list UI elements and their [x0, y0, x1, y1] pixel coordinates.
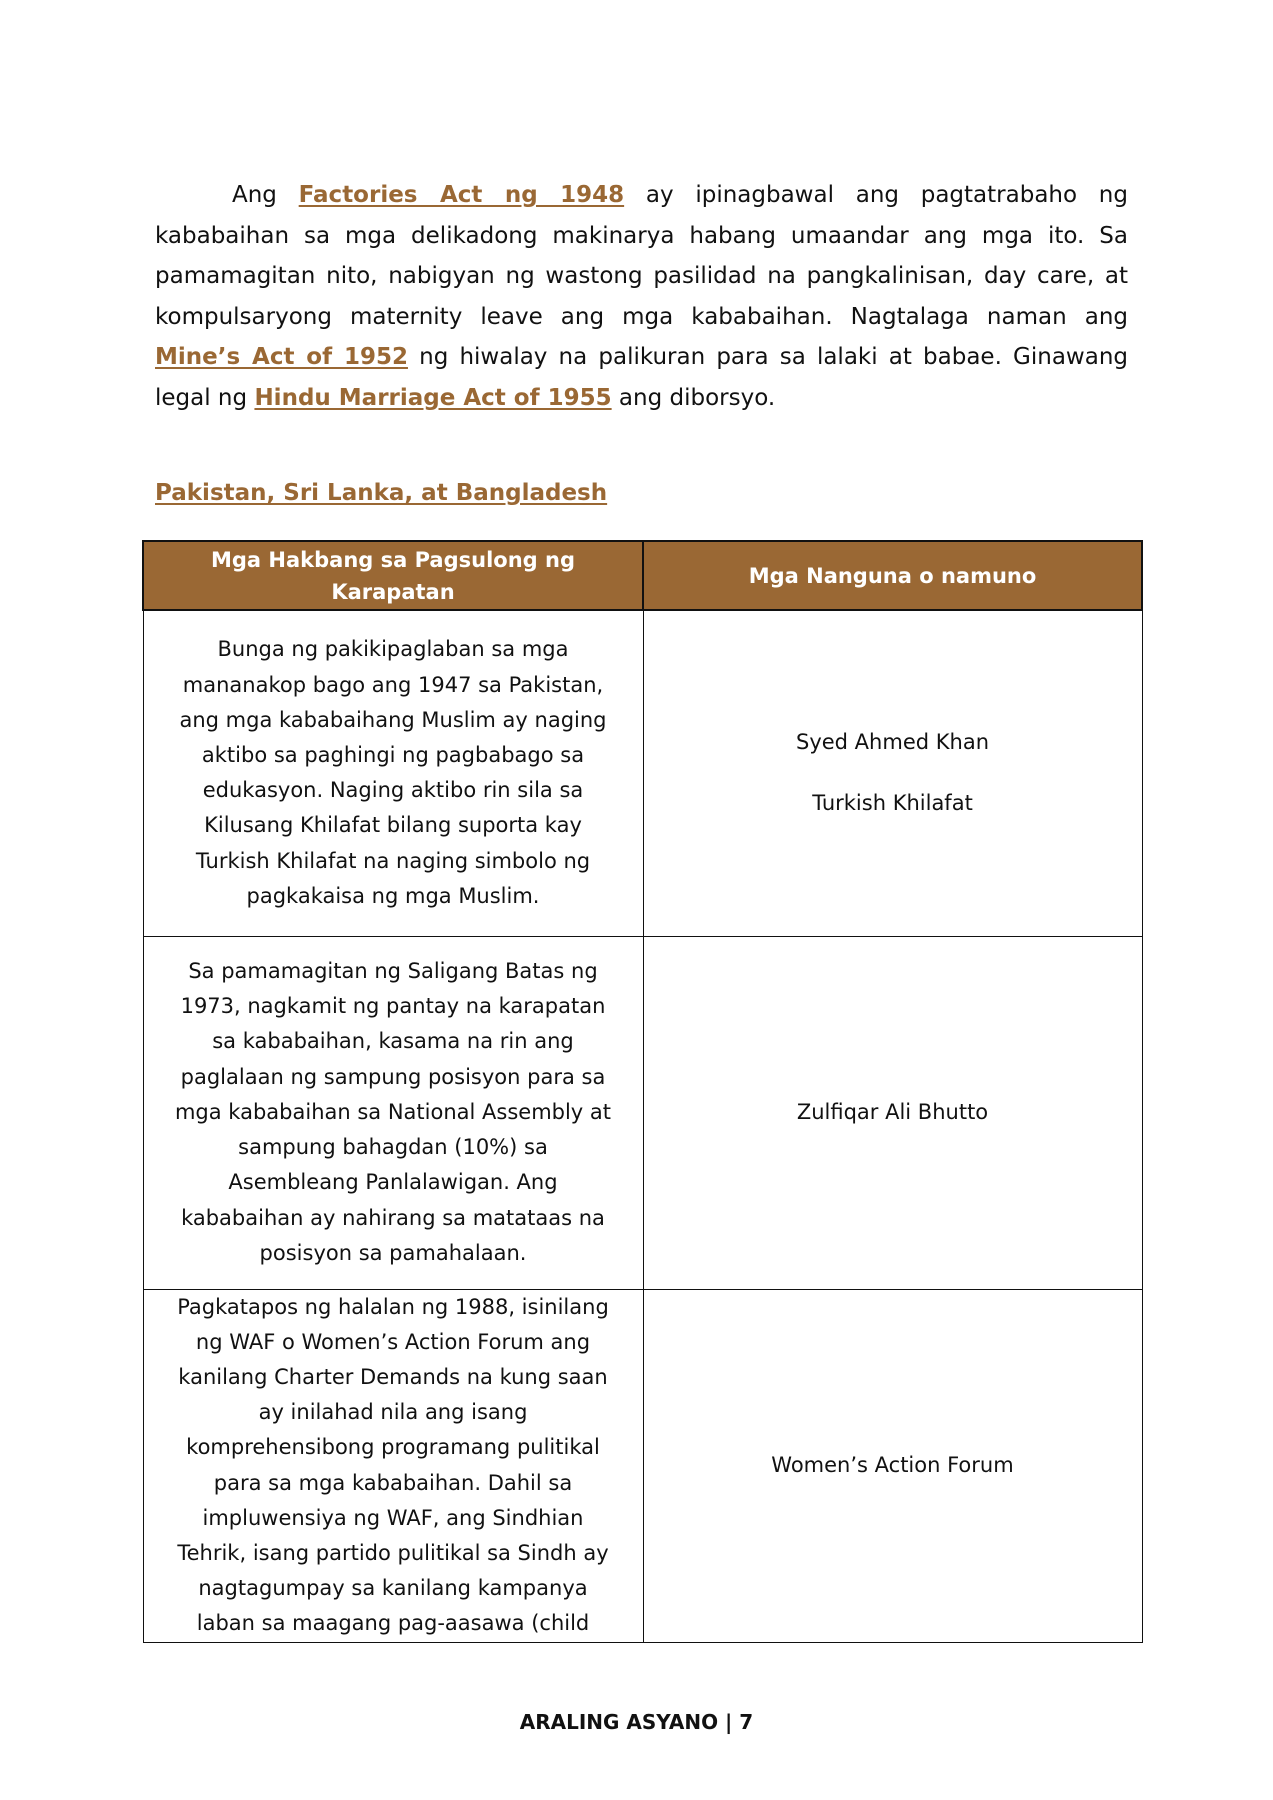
- table-row: [143, 1289, 1142, 1642]
- table-row: [143, 610, 1142, 936]
- header-steps: Mga Hakbang sa Pagsulong ng Karapatan: [143, 541, 643, 610]
- steps-line: laban sa maagang pag-aasawa (child: [196, 1611, 590, 1636]
- leaders-cell: [643, 610, 1142, 936]
- header-leaders: Mga Nanguna o namuno: [643, 541, 1142, 610]
- steps-line: Turkish Khilafat na naging simbolo ng: [195, 848, 591, 873]
- leaders-cell: [643, 936, 1142, 1289]
- leader-name: Turkish Khilafat: [812, 791, 973, 816]
- steps-line: ng WAF o Women’s Action Forum ang: [195, 1329, 591, 1354]
- steps-line: sampung bahagdan (10%) sa: [238, 1135, 548, 1160]
- steps-line: nagtagumpay sa kanilang kampanya: [198, 1576, 588, 1601]
- steps-line: Tehrik, isang partido pulitikal sa Sindh ay: [177, 1540, 609, 1565]
- steps-line: edukasyon. Naging aktibo rin sila sa: [202, 778, 584, 803]
- section-heading[interactable]: Pakistan, Sri Lanka, at Bangladesh: [155, 480, 608, 506]
- steps-line: Bunga ng pakikipaglaban sa mga: [217, 637, 569, 662]
- text-segment: ang diborsyo.: [611, 384, 776, 411]
- text-segment: ay ipinagbawal ang pagtatrabaho ng kababaihan sa mga delikadong makinarya habang umaandar ang mga ito. Sa pamamagitan nito, nabigyan ng wastong pasilidad na pangkalinisan, day care, at kompulsaryong maternity leave ang mga kababaihan. Nagtalaga naman ang: [155, 182, 1128, 330]
- steps-line: mga kababaihan sa National Assembly at: [174, 1099, 612, 1124]
- steps-line: ay inilahad nila ang isang: [258, 1400, 528, 1425]
- leader-name: Women’s Action Forum: [771, 1452, 1014, 1477]
- leaders-cell: [643, 1289, 1142, 1642]
- steps-line: kababaihan ay nahirang sa matataas na: [181, 1205, 605, 1230]
- steps-line: mananakop bago ang 1947 sa Pakistan,: [182, 672, 604, 697]
- steps-line: Pagkatapos ng halalan ng 1988, isinilang: [177, 1294, 609, 1319]
- steps-cell: [143, 936, 643, 1289]
- steps-line: pagkakaisa ng mga Muslim.: [246, 883, 540, 908]
- page-footer: ARALING ASYANO | 7: [519, 1710, 754, 1734]
- hindu-marriage-act-link[interactable]: Hindu Marriage Act of 1955: [254, 384, 612, 411]
- text-segment: ng hiwalay na palikuran para sa lalaki at babae. Ginawang legal ng: [155, 344, 1128, 411]
- spacer: [648, 760, 1138, 786]
- steps-line: Sa pamamagitan ng Saligang Batas ng: [188, 959, 598, 984]
- steps-line: impluwensiya ng WAF, ang Sindhian: [202, 1505, 584, 1530]
- steps-line: komprehensibong programang pulitikal: [186, 1435, 600, 1460]
- rights-table: [142, 540, 1143, 1643]
- leader-name: Zulfiqar Ali Bhutto: [796, 1099, 989, 1124]
- steps-line: paglalaan ng sampung posisyon para sa: [180, 1064, 606, 1089]
- steps-cell: [143, 610, 643, 936]
- leader-name: Syed Ahmed Khan: [796, 730, 989, 755]
- table-header-row: [143, 541, 1142, 610]
- text-segment: Ang: [232, 182, 299, 208]
- steps-line: sa kababaihan, kasama na rin ang: [212, 1029, 574, 1054]
- steps-line: aktibo sa paghingi ng pagbabago sa: [201, 743, 585, 768]
- table-row: [143, 936, 1142, 1289]
- mines-act-link[interactable]: Mine’s Act of 1952: [155, 344, 408, 370]
- steps-line: ang mga kababaihang Muslim ay naging: [179, 707, 607, 732]
- steps-line: posisyon sa pamahalaan.: [259, 1240, 527, 1265]
- steps-line: para sa mga kababaihan. Dahil sa: [213, 1470, 573, 1495]
- steps-line: Kilusang Khilafat bilang suporta kay: [204, 813, 582, 838]
- steps-line: Asembleang Panlalawigan. Ang: [228, 1170, 558, 1195]
- steps-line: 1973, nagkamit ng pantay na karapatan: [180, 994, 606, 1019]
- factories-act-link[interactable]: Factories Act ng 1948: [298, 182, 625, 208]
- steps-cell: [143, 1289, 643, 1642]
- intro-paragraph: [155, 175, 1128, 418]
- steps-line: kanilang Charter Demands na kung saan: [178, 1364, 608, 1389]
